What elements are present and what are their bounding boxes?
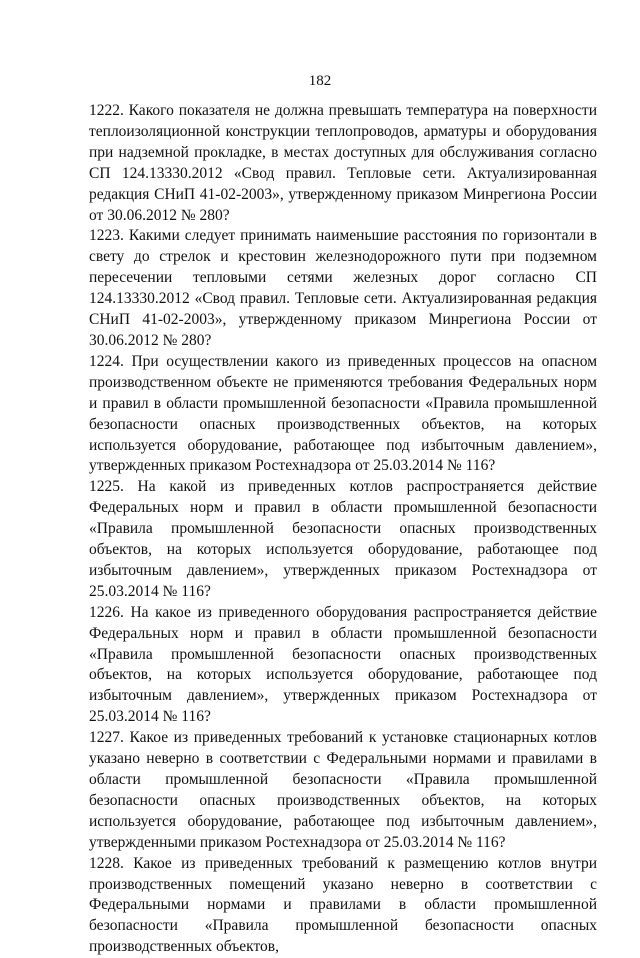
question-1228: 1228. Какое из приведенных требований к размещению котлов внутри производственных помещений указано неверно в соответствии с Федеральными нормами и правилами в области промышленной безопасности «Правила промышленной безопасности опасных производственных объектов, <box>89 854 597 956</box>
page-number: 182 <box>308 73 332 89</box>
question-1226: 1226. На какое из приведенного оборудования распространяется действие Федеральных норм и правил в области промышленной безопасности «Правила промышленной безопасности опасных производственных объектов, на которых используется оборудование, работающее под избыточным давлением», утвержденных приказом Ростехнадзора от 25.03.2014 № 116? <box>89 603 597 726</box>
question-1227: 1227. Какое из приведенных требований к установке стационарных котлов указано неверно в соответствии с Федеральными нормами и правилами в области промышленной безопасности «Правила промышленной безопасности опасных производственных объектов, на которых используется оборудование, работающее под избыточным давлением», утвержденными приказом Ростехнадзора от 25.03.2014 № 116? <box>89 729 597 851</box>
question-1223: 1223. Какими следует принимать наименьшие расстояния по горизонтали в свету до стрелок и крестовин железнодорожного пути при подземном пересечении тепловыми сетями железных дорог согласно СП 124.13330.2012 «Свод правил. Тепловые сети. Актуализированная редакция СНиП 41-02-2003», утвержденному приказом Минрегиона России от 30.06.2012 № 280? <box>89 227 597 349</box>
question-1222: 1222. Какого показателя не должна превышать температура на поверхности теплоизоляционной конструкции теплопроводов, арматуры и оборудования при надземной прокладке, в местах доступных для обслуживания согласно СП 124.13330.2012 «Свод правил. Тепловые сети. Актуализированная редакция СНиП 41-02-2003», утвержденному приказом Минрегиона России от 30.06.2012 № 280? <box>89 102 597 224</box>
question-1225: 1225. На какой из приведенных котлов распространяется действие Федеральных норм и правил в области промышленной безопасности «Правила промышленной безопасности опасных производственных объектов, на которых используется оборудование, работающее под избыточным давлением», утвержденных приказом Ростехнадзора от 25.03.2014 № 116? <box>89 478 597 600</box>
question-1224: 1224. При осуществлении какого из приведенных процессов на опасном производственном объекте не применяются требования Федеральных норм и правил в области промышленной безопасности «Правила промышленной безопасности опасных производственных объектов, на которых используется оборудование, работающее под избыточным давлением», утвержденных приказом Ростехнадзора от 25.03.2014 № 116? <box>89 352 597 475</box>
questions-list <box>89 101 597 958</box>
